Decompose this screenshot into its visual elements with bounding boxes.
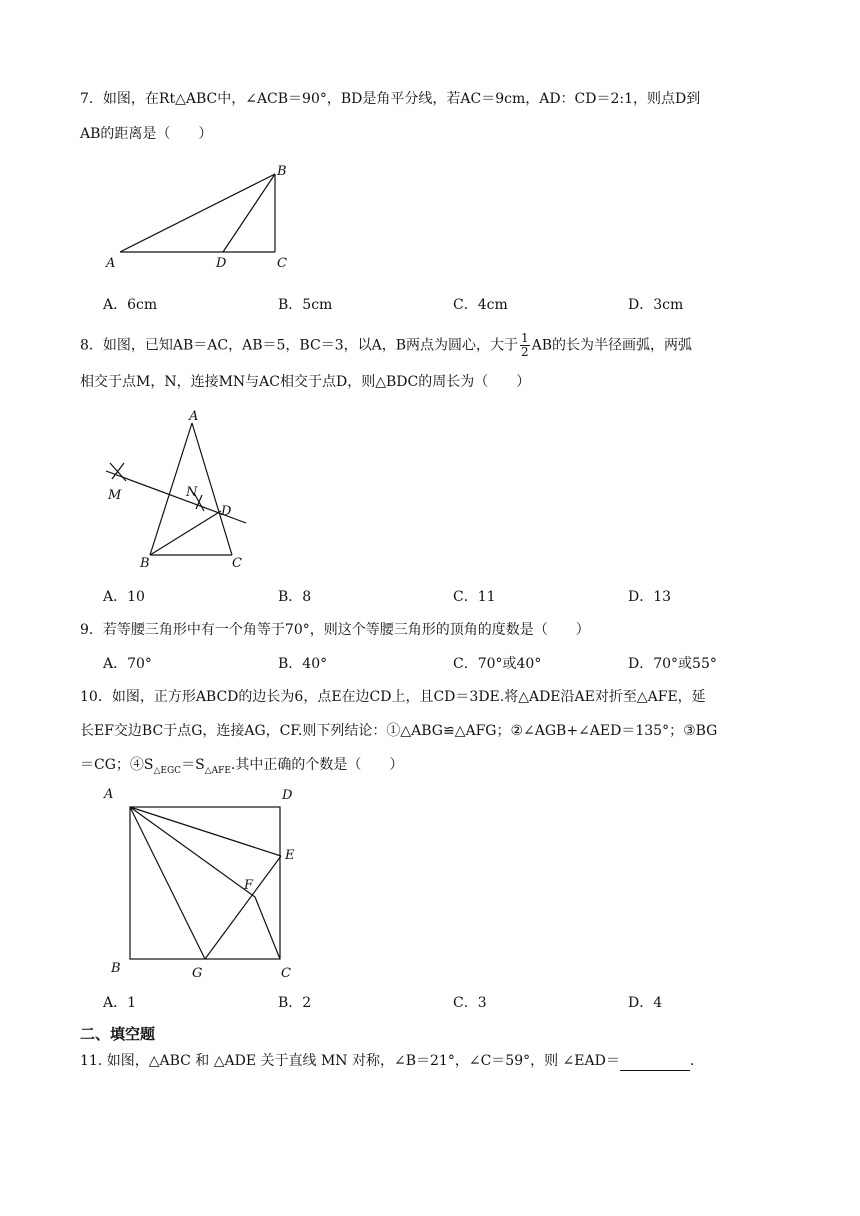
q11-answer-blank[interactable]: [620, 1056, 690, 1071]
q8-stem-text: 8．如图，已知AB＝AC，AB＝5，BC＝3，以A，B两点为圆心，大于: [80, 337, 518, 354]
q10-sub-afe: △AFE: [204, 765, 231, 776]
q8-figure: [100, 405, 260, 575]
q10-option-a[interactable]: A．1: [103, 995, 137, 1011]
q7-label-b: B: [277, 164, 287, 179]
q9-option-b[interactable]: B．40°: [278, 656, 328, 672]
q10-option-b[interactable]: B．2: [278, 995, 312, 1011]
q8-stem-tail: AB的长为半径画弧，两弧: [531, 337, 693, 354]
q7-label-d: D: [216, 256, 227, 271]
section-title: 二、填空题: [80, 1025, 156, 1043]
q10-label-a: A: [104, 787, 114, 802]
q9-stem: 9．若等腰三角形中有一个角等于70°，则这个等腰三角形的顶角的度数是（ ）: [80, 622, 590, 638]
q10-stem-line2: 长EF交边BC于点G，连接AG，CF.则下列结论：①△ABG≌△AFG；②∠AGB+∠AED＝135°；③BG: [80, 723, 718, 739]
q7-option-c[interactable]: C．4cm: [453, 297, 508, 313]
q10-stem-line1: 10．如图，正方形ABCD的边长为6，点E在边CD上，且CD＝3DE.将△ADE沿AE对折至△AFE，延: [80, 689, 706, 705]
q10-line3-c: .其中正确的个数是（ ）: [230, 757, 404, 773]
q10-label-c: C: [281, 966, 291, 981]
q8-label-m: M: [108, 488, 122, 503]
q7-label-c: C: [277, 256, 287, 271]
q8-stem-line1: [80, 332, 820, 359]
q8-label-d: D: [221, 504, 232, 519]
q7-stem-line1: 7．如图，在Rt△ABC中，∠ACB＝90°，BD是角平分线，若AC＝9cm，AD：CD＝2:1，则点D到: [80, 91, 701, 107]
q8-fraction: [520, 332, 530, 359]
q9-option-c[interactable]: C．70°或40°: [453, 656, 542, 672]
q7-option-d[interactable]: D．3cm: [628, 297, 684, 313]
q10-line3-b: ＝S: [181, 757, 205, 773]
q10-option-d[interactable]: D．4: [628, 995, 663, 1011]
q10-figure: [100, 782, 310, 982]
q8-label-n: N: [186, 485, 198, 500]
q11-stem: [80, 1051, 820, 1071]
q7-figure: [95, 160, 305, 272]
q7-label-a: A: [106, 256, 116, 271]
q7-option-b[interactable]: B．5cm: [278, 297, 333, 313]
q8-option-b[interactable]: B．8: [278, 589, 312, 605]
q8-fraction-den: 2: [521, 345, 529, 359]
q8-option-c[interactable]: C．11: [453, 589, 496, 605]
q8-option-d[interactable]: D．13: [628, 589, 672, 605]
q9-option-d[interactable]: D．70°或55°: [628, 656, 717, 672]
q10-sub-egc: △EGC: [153, 765, 182, 776]
q10-label-e: E: [285, 848, 295, 863]
q11-stem-text: 11. 如图，△ABC 和 △ADE 关于直线 MN 对称，∠B＝21°，∠C＝59°，则 ∠EAD＝: [80, 1053, 620, 1069]
q7-option-a[interactable]: A．6cm: [103, 297, 158, 313]
q10-label-d: D: [282, 788, 293, 803]
q8-label-a: A: [189, 409, 199, 424]
q11-stem-end: .: [689, 1053, 695, 1069]
q8-stem-line2: 相交于点M，N，连接MN与AC相交于点D，则△BDC的周长为（ ）: [80, 374, 531, 390]
q9-option-a[interactable]: A．70°: [103, 656, 152, 672]
q8-fraction-num: 1: [521, 331, 529, 345]
q10-label-f: F: [244, 878, 254, 893]
q8-label-c: C: [232, 556, 242, 571]
q10-label-b: B: [111, 961, 121, 976]
q7-stem-line2: AB的距离是（ ）: [80, 126, 213, 142]
q10-option-c[interactable]: C．3: [453, 995, 487, 1011]
q10-stem-line3: [80, 755, 820, 781]
q8-option-a[interactable]: A．10: [103, 589, 145, 605]
q8-label-b: B: [140, 556, 150, 571]
q10-label-g: G: [192, 966, 203, 981]
q10-line3-a: ＝CG；④S: [80, 757, 154, 773]
